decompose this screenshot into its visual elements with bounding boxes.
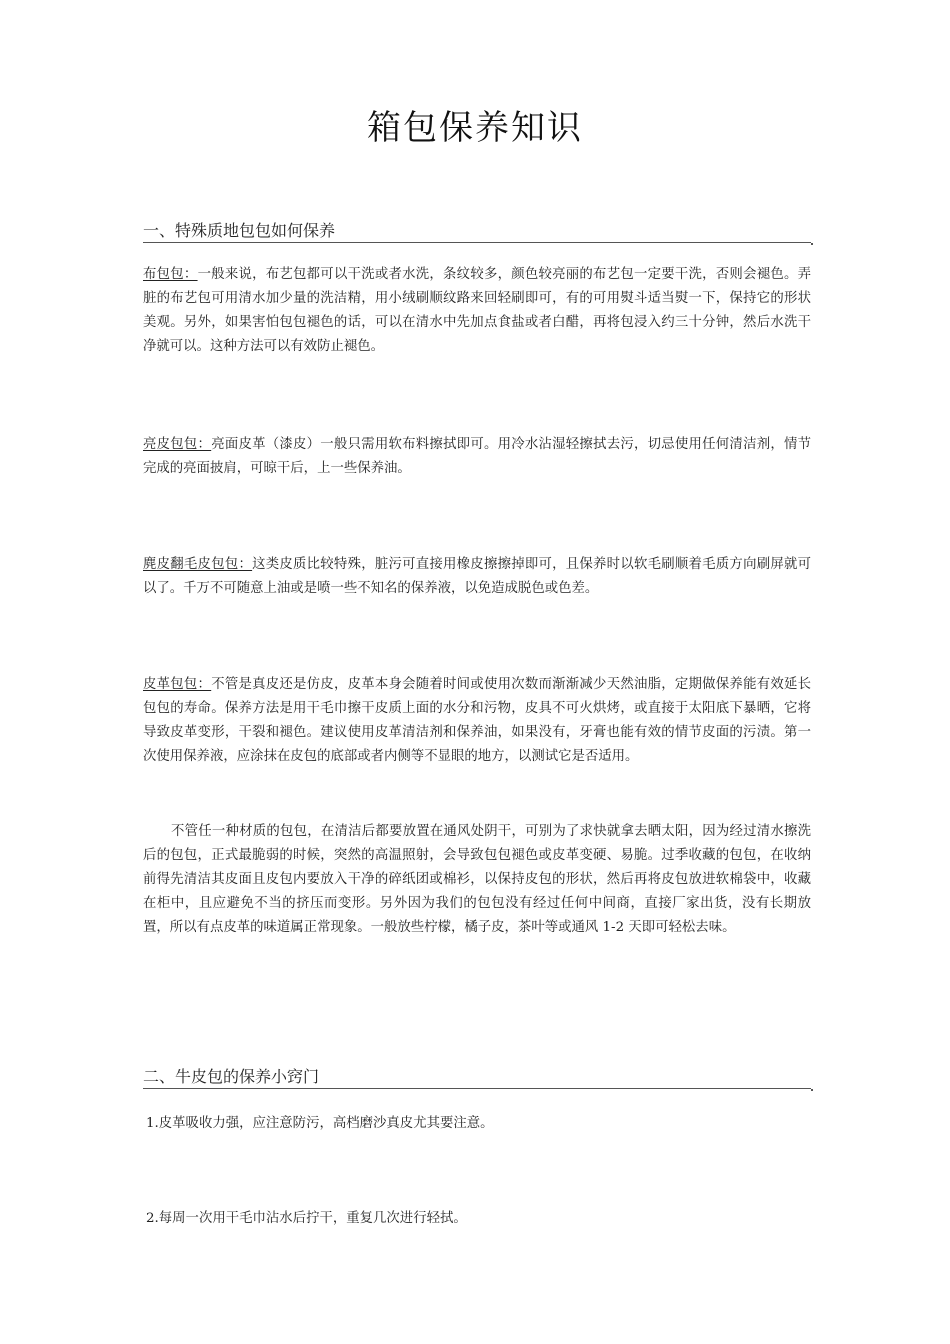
document-title: 箱包保养知识	[367, 108, 583, 148]
paragraph-text: 亮面皮革（漆皮）一般只需用软布料擦拭即可。用冷水沾湿轻擦拭去污，切忌使用任何清洁剂，情节完成的亮面披肩，可晾干后，上一些保养油。	[143, 437, 812, 476]
section-heading-2: 二、牛皮包的保养小窍门	[143, 1064, 811, 1089]
paragraph-general-care: 不管任一种材质的包包，在清洁后都要放置在通风处阴干，可别为了求快就拿去晒太阳，因为经过清水擦洗后的包包，正式最脆弱的时候，突然的高温照射，会导致包包褪色或皮革变硬、易脆。过季收藏的包包，在收纳前得先清洁其皮面且皮包内要放入干净的碎纸团或棉衫，以保持皮包的形状，然后再将皮包放进软棉袋中，收藏在柜中，且应避免不当的挤压而变形。另外因为我们的包包没有经过任何中间商，直接厂家出货，没有长期放置，所以有点皮革的味道属正常现象。一般放些柠檬，橘子皮，茶叶等或通风 1-2 天即可轻松去味。	[143, 824, 811, 935]
paragraph-text: 这类皮质比较特殊，脏污可直接用橡皮擦擦掉即可，且保养时以软毛刷顺着毛质方向刷屏就可以了。千万不可随意上油或是喷一些不知名的保养液，以免造成脱色或色差。	[143, 557, 812, 596]
paragraph-leather-bag	[143, 673, 811, 769]
paragraph-cloth-bag	[143, 263, 811, 359]
list-item: 1.皮革吸收力强，应注意防污，高档磨沙真皮尤其要注意。	[146, 1116, 494, 1131]
paragraph-lead: 皮革包包：	[143, 677, 212, 692]
paragraph-text: 不管是真皮还是仿皮，皮革本身会随着时间或使用次数而渐渐减少天然油脂，定期做保养能有效延长包包的寿命。保养方法是用干毛巾擦干皮质上面的水分和污物，皮具不可火烘烤，或直接于太阳底下暴晒，它将导致皮革变形，干裂和褪色。建议使用皮革清洁剂和保养油，如果没有，牙膏也能有效的情节皮面的污渍。第一次使用保养液，应涂抹在皮包的底部或者内侧等不显眼的地方，以测试它是否适用。	[143, 677, 812, 764]
list-item: 2.每周一次用干毛巾沾水后拧干，重复几次进行轻拭。	[146, 1211, 467, 1226]
paragraph-lead: 亮皮包包：	[143, 437, 212, 452]
paragraph-lead: 麂皮翻毛皮包包：	[143, 557, 253, 572]
section-heading-1: 一、特殊质地包包如何保养	[143, 218, 811, 243]
paragraph-suede-bag	[143, 553, 811, 601]
paragraph-lead: 布包包：	[143, 267, 198, 282]
paragraph-text: 一般来说，布艺包都可以干洗或者水洗，条纹较多，颜色较亮丽的布艺包一定要干洗，否则会褪色。弄脏的布艺包可用清水加少量的洗洁精，用小绒刷顺纹路来回轻刷即可，有的可用熨斗适当熨一下，保持它的形状美观。另外，如果害怕包包褪色的话，可以在清水中先加点食盐或者白醋，再将包浸入约三十分钟，然后水洗干净就可以。这种方法可以有效防止褪色。	[143, 267, 812, 354]
paragraph-patent-leather-bag	[143, 433, 811, 481]
